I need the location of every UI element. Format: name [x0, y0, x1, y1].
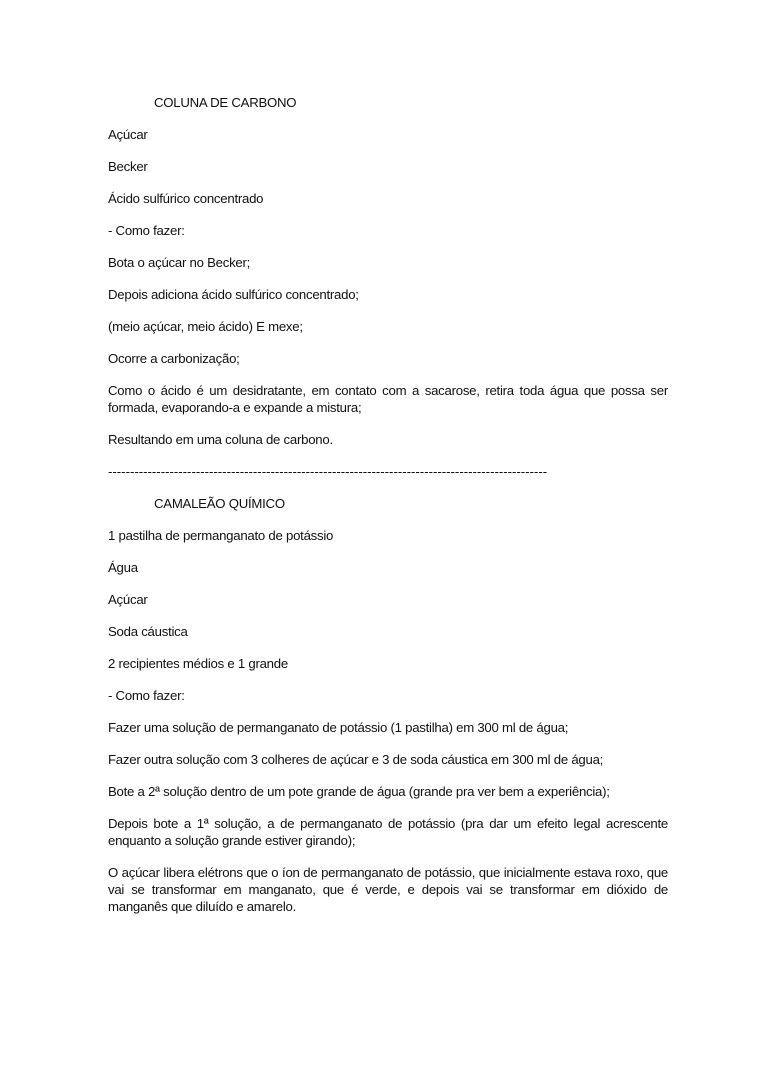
- step-item: O açúcar libera elétrons que o íon de permanganato de potássio, que inicialmente estava roxo, que vai se transformar em manganato, que é verde, e depois vai se transformar em dióxido de manganês que diluído e amarelo.: [108, 865, 668, 914]
- material-item: Açúcar: [108, 592, 148, 607]
- section-title-camaleao-quimico: CAMALEÃO QUÍMICO: [154, 496, 285, 511]
- step-item: Como o ácido é um desidratante, em contato com a sacarose, retira toda água que possa ser formada, evaporando-a e expande a mistura;: [108, 383, 668, 415]
- material-item: Becker: [108, 159, 148, 174]
- step-item: (meio açúcar, meio ácido) E mexe;: [108, 319, 303, 334]
- how-to-label: - Como fazer:: [108, 223, 185, 238]
- material-item: Ácido sulfúrico concentrado: [108, 191, 264, 206]
- document-body: [108, 94, 668, 930]
- step-item: Ocorre a carbonização;: [108, 351, 240, 366]
- material-item: 2 recipientes médios e 1 grande: [108, 656, 288, 671]
- step-item: Fazer outra solução com 3 colheres de açúcar e 3 de soda cáustica em 300 ml de água;: [108, 752, 604, 767]
- material-item: Água: [108, 560, 138, 575]
- material-item: 1 pastilha de permanganato de potássio: [108, 528, 334, 543]
- section-title-coluna-de-carbono: COLUNA DE CARBONO: [154, 95, 297, 110]
- section-divider: ----------------------------------------------------------------------------------------------------: [108, 464, 548, 479]
- material-item: Soda cáustica: [108, 624, 188, 639]
- step-item: Resultando em uma coluna de carbono.: [108, 432, 333, 447]
- step-item: Fazer uma solução de permanganato de potássio (1 pastilha) em 300 ml de água;: [108, 720, 569, 735]
- how-to-label: - Como fazer:: [108, 688, 185, 703]
- step-item: Bota o açúcar no Becker;: [108, 255, 251, 270]
- material-item: Açúcar: [108, 127, 148, 142]
- step-item: Bote a 2ª solução dentro de um pote grande de água (grande pra ver bem a experiência);: [108, 784, 610, 799]
- step-item: Depois adiciona ácido sulfúrico concentrado;: [108, 287, 359, 302]
- step-item: Depois bote a 1ª solução, a de permanganato de potássio (pra dar um efeito legal acrescente enquanto a solução grande estiver girando);: [108, 816, 668, 848]
